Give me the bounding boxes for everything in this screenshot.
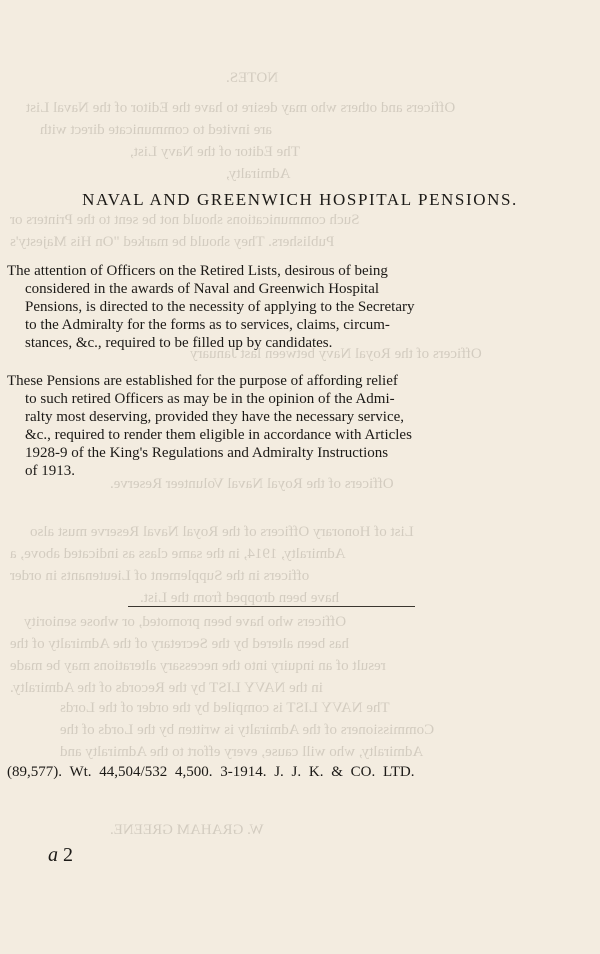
- text-line: of 1913.: [25, 463, 75, 479]
- text-line: to the Admiralty for the forms as to services, claims, circum-: [25, 317, 390, 333]
- show-through-text: NOTES. Officers and others who may desire to have the Editor of the Naval List are invited to communicate direct with The Editor of the Navy List, Admiralty, Such communications should not be sent to the Printers or Publishers. They should be marked "On His Majesty's Officers of the Royal Navy between last January Officers of the Royal Naval Volunteer Reserve. List of Honorary Officers of the Royal Naval Reserve must also Admiralty, 1914, in the same class as indicated above, a officers in the Supplement of Lieutenants in order have been dropped from the List. Officers who have been promoted, or whose seniority has been altered by the Secretary of the Admiralty of the result of an inquiry into the necessary alterations may be made in the NAVY LIST by the Records of the Admiralty. The NAVY LIST is compiled by the order of the Lords Commissioners of the Admiralty is written by the Lords of the Admiralty, who will cause, every effort to the Admiralty and W. GRAHAM GREENE.: [10, 70, 482, 838]
- paragraph-attention: [7, 262, 543, 352]
- text-line: to such retired Officers as may be in the opinion of the Admi-: [25, 391, 395, 407]
- text-line: These Pensions are established for the purpose of affording relief: [7, 373, 398, 389]
- text-line: ralty most deserving, provided they have the necessary service,: [25, 409, 405, 425]
- signature-mark: [48, 844, 73, 867]
- text-line: 1928-9 of the King's Regulations and Admiralty Instructions: [25, 445, 389, 461]
- text-line: stances, &c., required to be filled up by candidates.: [25, 335, 333, 351]
- divider-rule: [128, 606, 415, 607]
- signature-letter: a: [48, 844, 58, 866]
- text-line: The attention of Officers on the Retired Lists, desirous of being: [7, 263, 388, 279]
- text-line: Pensions, is directed to the necessity of applying to the Secretary: [25, 299, 415, 315]
- signature-number: 2: [63, 844, 73, 866]
- paragraph-pensions: [7, 372, 543, 480]
- printer-imprint: (89,577). Wt. 44,504/532 4,500. 3-1914. J. J. K. & CO. LTD.: [7, 764, 415, 780]
- text-line: considered in the awards of Naval and Greenwich Hospital: [25, 281, 380, 297]
- text-line: &c., required to render them eligible in accordance with Articles: [25, 427, 412, 443]
- page-heading: NAVAL AND GREENWICH HOSPITAL PENSIONS.: [82, 190, 518, 209]
